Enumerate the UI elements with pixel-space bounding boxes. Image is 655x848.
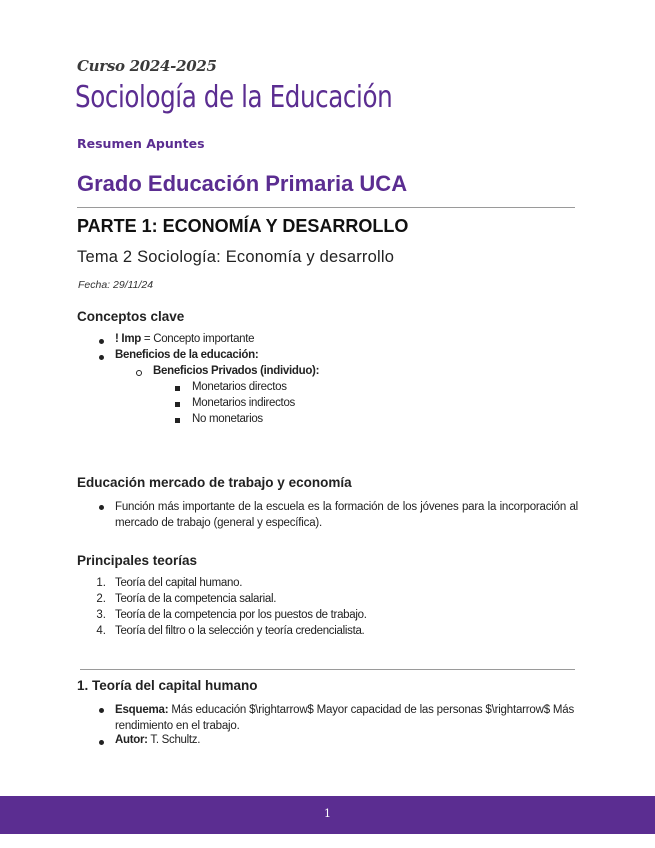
list-item-imp: ! Imp = Concepto importante <box>115 333 255 345</box>
list-item: No monetarios <box>192 413 263 425</box>
key-concepts-heading: Conceptos clave <box>77 309 185 324</box>
bullet-icon <box>99 339 104 344</box>
list-number: 4. <box>96 625 106 637</box>
list-item: Teoría de la competencia por los puestos de trabajo. <box>115 609 367 621</box>
part-heading: PARTE 1: ECONOMÍA Y DESARROLLO <box>77 216 409 236</box>
bullet-icon <box>99 708 104 713</box>
list-item: Monetarios indirectos <box>192 397 296 409</box>
summary-label: Resumen Apuntes <box>77 136 205 151</box>
list-number: 3. <box>96 609 106 621</box>
topic-heading: Tema 2 Sociología: Economía y desarrollo <box>77 248 395 266</box>
section-divider <box>80 669 575 670</box>
date-label: Fecha: 29/11/24 <box>78 279 154 291</box>
subject-title: Sociología de la Educación <box>75 80 393 115</box>
list-item: Teoría del capital humano. <box>115 577 243 589</box>
labor-market-heading: Educación mercado de trabajo y economía <box>77 475 352 490</box>
title-divider <box>77 207 575 208</box>
list-item-benefits: Beneficios de la educación: <box>115 349 259 361</box>
list-number: 1. <box>96 577 106 589</box>
main-theories-heading: Principales teorías <box>77 553 198 568</box>
square-bullet-icon <box>175 402 180 407</box>
page-number: 1 <box>324 807 331 820</box>
square-bullet-icon <box>175 418 180 423</box>
human-capital-heading: 1. Teoría del capital humano <box>77 678 258 693</box>
list-item: Teoría de la competencia salarial. <box>115 593 277 605</box>
author-item: Autor: T. Schultz. <box>115 734 201 746</box>
circle-bullet-icon <box>136 370 142 376</box>
bullet-icon <box>99 740 104 745</box>
bullet-icon <box>99 355 104 360</box>
list-number: 2. <box>96 593 106 605</box>
bullet-icon <box>99 505 104 510</box>
labor-market-paragraph: Función más importante de la escuela es la formación de los jóvenes para la incorporación al mercado de trabajo (general y específica). <box>115 501 578 529</box>
degree-title: Grado Educación Primaria UCA <box>77 171 408 196</box>
square-bullet-icon <box>175 386 180 391</box>
list-item: Teoría del filtro o la selección y teoría credencialista. <box>115 625 365 637</box>
list-item: Monetarios directos <box>192 381 287 393</box>
list-item-private-benefits: Beneficios Privados (individuo): <box>153 365 320 377</box>
scheme-paragraph: Esquema: Más educación $\rightarrow$ Mayor capacidad de las personas $\rightarrow$ Más rendimiento en el trabajo. <box>115 704 575 732</box>
course-label: Curso 2024-2025 <box>77 57 217 75</box>
